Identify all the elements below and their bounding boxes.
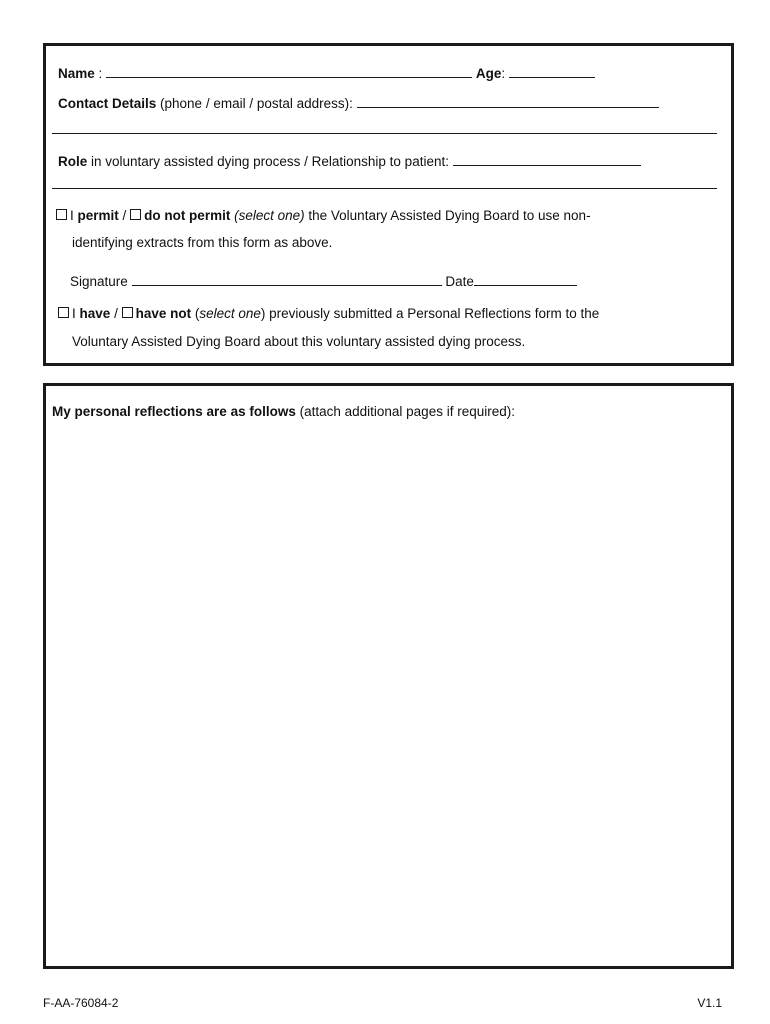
- permit-i-text: I: [70, 208, 74, 223]
- permit-row: [56, 208, 591, 224]
- age-label: Age: [475, 66, 502, 81]
- divider: [52, 133, 717, 134]
- reflections-label: My personal reflections are as follows: [52, 404, 296, 419]
- role-field[interactable]: [453, 152, 641, 166]
- form-code: F-AA-76084-2: [43, 996, 119, 1010]
- name-label: Name: [58, 66, 95, 81]
- date-label: Date: [445, 274, 474, 289]
- role-row: [58, 152, 641, 170]
- have-slash: /: [110, 306, 118, 321]
- reflections-section: [43, 383, 734, 969]
- role-text: in voluntary assisted dying process / Relationship to patient:: [87, 154, 449, 169]
- have-not-checkbox[interactable]: [122, 307, 133, 318]
- have-row: [58, 306, 599, 322]
- contact-details-label: Contact Details: [58, 96, 157, 111]
- name-row: [58, 64, 595, 82]
- reflections-writing-area[interactable]: [52, 430, 725, 960]
- have-text-line2: Voluntary Assisted Dying Board about this voluntary assisted dying process.: [72, 334, 526, 349]
- signature-label: Signature: [70, 274, 128, 289]
- reflections-hint: (attach additional pages if required):: [295, 404, 515, 419]
- divider: [52, 188, 717, 189]
- age-field[interactable]: [509, 64, 595, 78]
- select-one-note: (select one): [234, 208, 305, 223]
- permit-checkbox[interactable]: [56, 209, 67, 220]
- details-section: [43, 43, 734, 366]
- name-separator: :: [94, 66, 103, 81]
- reflections-heading: [52, 404, 515, 420]
- role-label: Role: [58, 154, 88, 169]
- name-field[interactable]: [106, 64, 472, 78]
- do-not-permit-label: do not permit: [144, 208, 231, 223]
- age-separator: :: [501, 66, 506, 81]
- permit-label: permit: [77, 208, 119, 223]
- contact-details-field[interactable]: [357, 94, 659, 108]
- permit-slash: /: [118, 208, 127, 223]
- do-not-permit-checkbox[interactable]: [130, 209, 141, 220]
- have-text-line1: ) previously submitted a Personal Reflections form to the: [260, 306, 600, 321]
- contact-row: [58, 94, 659, 112]
- have-label: have: [79, 306, 111, 321]
- contact-details-hint: (phone / email / postal address):: [156, 96, 353, 111]
- version-label: V1.1: [697, 996, 722, 1010]
- date-field[interactable]: [474, 272, 577, 286]
- select-one-note: select one: [199, 306, 261, 321]
- have-open-paren: (: [191, 306, 200, 321]
- have-not-label: have not: [135, 306, 192, 321]
- have-i-text: I: [72, 306, 76, 321]
- permit-text-line2: identifying extracts from this form as above.: [72, 235, 333, 250]
- signature-field[interactable]: [132, 272, 442, 286]
- signature-row: [70, 272, 577, 290]
- have-checkbox[interactable]: [58, 307, 69, 318]
- permit-text-line1: the Voluntary Assisted Dying Board to use non-: [304, 208, 591, 223]
